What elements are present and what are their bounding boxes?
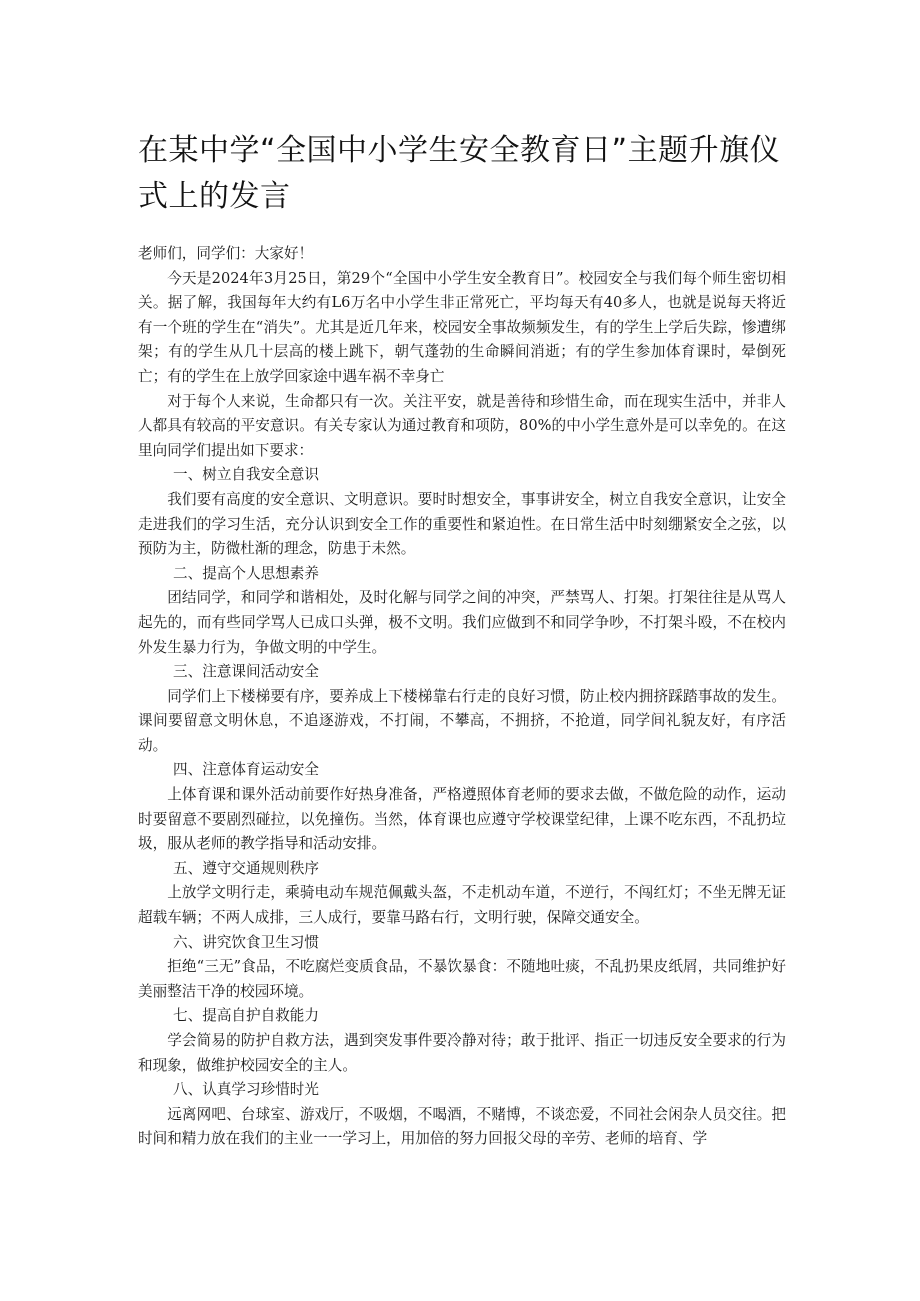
section-paragraph: 团结同学，和同学和谐相处，及时化解与同学之间的冲突，严禁骂人、打架。打架往往是从骂人起先的，而有些同学骂人已成口头弹，极不文明。我们应做到不和同学争吵，不打架斗殴，不在校内外发生暴力行为，争做文明的中学生。 [138, 589, 786, 656]
document-page [138, 128, 786, 1152]
section-heading: 三、注意课间活动安全 [173, 663, 319, 681]
section-paragraph: 远离网吧、台球室、游戏厅，不吸烟，不喝酒，不赌博，不谈恋爱，不同社会闲杂人员交往。把时间和精力放在我们的主业一一学习上，用加倍的努力回报父母的辛劳、老师的培育、学 [138, 1105, 786, 1148]
section-heading: 七、提高自护自救能力 [173, 1007, 319, 1025]
section-heading: 二、提高个人思想素养 [173, 564, 319, 582]
greeting: 老师们，同学们：大家好！ [138, 245, 314, 262]
intro-paragraph: 今天是2024年3月25日，第29个“全国中小学生安全教育日”。校园安全与我们每个师生密切相关。据了解，我国每年大约有L6万名中小学生非正常死亡，平均每天有40多人，也就是说每天将近有一个班的学生在“消失”。尤其是近几年来，校园安全事故频频发生，有的学生上学后失踪，惨遭绑架；有的学生从几十层高的楼上跳下，朝气蓬勃的生命瞬间消逝；有的学生参加体育课时，晕倒死亡；有的学生在上放学回家途中遇车祸不幸身亡 [138, 269, 786, 385]
intro-paragraph: 对于每个人来说，生命都只有一次。关注平安，就是善待和珍惜生命，而在现实生活中，并非人人都具有较高的平安意识。有关专家认为通过教育和项防，80%的中小学生意外是可以幸免的。在这里向同学们提出如下要求： [138, 392, 786, 459]
section-heading: 五、遵守交通规则秩序 [173, 859, 319, 877]
section-paragraph: 学会简易的防护自救方法，遇到突发事件要冷静对待；敢于批评、指正一切违反安全要求的行为和现象，做维护校园安全的主人。 [138, 1032, 786, 1074]
document-title: 在某中学“全国中小学生安全教育日”主题升旗仪式上的发言 [138, 133, 781, 214]
section-paragraph: 我们要有高度的安全意识、文明意识。要时时想安全，事事讲安全，树立自我安全意识，让安全走进我们的学习生活，充分认识到安全工作的重要性和紧迫性。在日常生活中时刻绷紧安全之弦，以预防为主，防微杜渐的理念，防患于未然。 [138, 490, 786, 558]
section-heading: 四、注意体育运动安全 [173, 761, 319, 779]
section-heading: 一、树立自我安全意识 [173, 466, 319, 484]
section-paragraph: 同学们上下楼梯要有序，要养成上下楼梯靠右行走的良好习惯，防止校内拥挤踩踏事故的发生。课间要留意文明休息，不追逐游戏，不打闹，不攀高，不拥挤，不抢道，同学间礼貌友好，有序活动。 [138, 687, 786, 754]
section-heading: 六、讲究饮食卫生习惯 [173, 933, 319, 951]
section-heading: 八、认真学习珍惜时光 [173, 1081, 319, 1099]
section-paragraph: 上放学文明行走，乘骑电动车规范佩戴头盔，不走机动车道，不逆行，不闯红灯；不坐无牌无证超载车辆；不两人成排，三人成行，要靠马路右行，文明行驶，保障交通安全。 [138, 884, 786, 927]
section-paragraph: 上体育课和课外活动前要作好热身准备，严格遵照体育老师的要求去做，不做危险的动作，运动时要留意不要剧烈碰拉，以免撞伤。当然，体育课也应遵守学校课堂纪律，上课不吃东西，不乱扔垃圾，服从老师的教学指导和活动安排。 [138, 786, 786, 853]
section-paragraph: 拒绝“三无”食品，不吃腐烂变质食品，不暴饮暴食：不随地吐痰，不乱扔果皮纸屑，共同维护好美丽整洁干净的校园环境。 [138, 958, 786, 1000]
